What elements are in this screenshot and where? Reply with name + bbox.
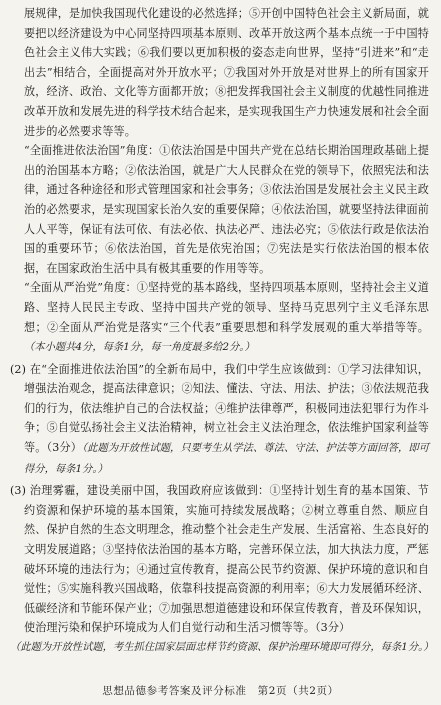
scoring-note-2: （此题为开放性试题，只要考生从学法、尊法、守法、护法等方面回答，即可得分，每条1分。） [24, 442, 429, 475]
paragraph-rule-of-law: “全面推进依法治国”角度：①依法治国是中国共产党在总结长期治国理政基础上提出的治国基本方略；②依法治国，就是广大人民群众在党的领导下，依照宪法和法律，通过各种途径和形式管理国家和社会事务；③依法治国是发展社会主义民主政治的必然要求，是实现国家长治久安的重要保障；④依法治国，就要坚持法律面前人人平等，保证有法可依、有法必依、执法必严、违法必究；⑤依法行政是依法治国的重要环节；⑥依法治国，首先是依宪治国；⑦宪法是实行依法治国的根本依据，在国家政治生活中具有极其重要的作用等等。 [24, 144, 429, 275]
scoring-note-3: （此题为开放性试题，考生抓住国家层面忠样节约资源、保护治理环境即可得分，每条1分。） [10, 641, 434, 653]
paragraph-strict-party-governance [10, 278, 429, 357]
question-2-text: 在“全面推进依法治国”的全新布局中，我们中学生应该做到：①学习法律知识，增强法治观念，提高法律意识；②知法、懂法、守法、用法、护法；③依法规范我们的行为，依法维护自己的合法权益；④维护法律尊严，积极同违法犯罪行为作斗争；⑤自觉弘扬社会主义法治精神，树立社会主义法治理念，依法维护国家利益等等。（3分） [24, 362, 429, 455]
question-2-marker: (2) [10, 362, 27, 376]
question-2-answer [10, 360, 429, 480]
question-3-text: 治理雾霾，建设美丽中国，我国政府应该做到：①坚持计划生育的基本国策、节约资源和保护环境的基本国策，实施可持续发展战略；②树立尊重自然、顺应自然、保护自然的生态文明理念，推动整个社会走生产发展、生活富裕、生态良好的文明发展道路；③坚持依法治国的基本方略，完善环保立法，加大执法力度，严惩破坏环境的违法行为；④通过宣传教育，提高公民节约资源、保护环境的意识和自觉性；⑤实施科教兴国战略，依靠科技提高资源的利用率；⑥大力发展循环经济、低碳经济和节能环保产业；⑦加强思想道德建设和环保宣传教育，普及环保知识，使治理污染和保护环境成为人们自觉行动和生活习惯等等。（3分） [24, 484, 429, 635]
page-footer: 思想品德参考答案及评分标准 第2页（共2页） [102, 685, 339, 697]
question-3-marker: (3) [10, 484, 27, 498]
strict-party-text: “全面从严治党”角度：①坚持党的基本路线，坚持四项基本原则，坚持社会主义道路、坚持人民民主专政、坚持中国共产党的领导、坚持马克思列宁主义毛泽东思想；②全面从严治党是落实“三个代表”重要思想和科学发展观的重大举措等等。 [24, 281, 429, 334]
paragraph-reform-opening: 展规律，是加快我国现代化建设的必然选择；⑤开创中国特色社会主义新局面，就要把以经济建设为中心同坚持四项基本原则、改革开放这两个基本点统一于中国特色社会主义伟大实践；⑥我们要以更加积极的姿态走向世界，坚持“引进来”和“走出去”相结合，全面提高对外开放水平；⑦我国对外开放是对世界上的所有国家开放，经济、政治、文化等方面都开放；⑧把发挥我国社会主义制度的优越性同推进改革开放和发展先进的科学技术结合起来，是实现我国生产力快速发展和社会全面进步的必然要求等等。 [24, 7, 429, 138]
question-3-answer [10, 481, 429, 638]
scoring-note-1: （本小题共4分，每条1分，每一角度最多给2分。） [24, 341, 255, 354]
